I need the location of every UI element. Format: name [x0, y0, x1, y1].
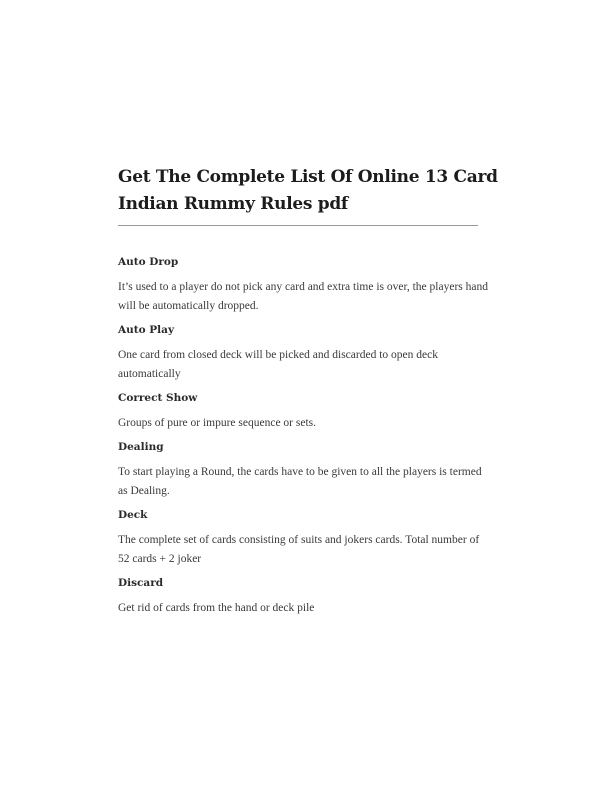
glossary-entry-discard — [118, 573, 488, 622]
document-title: Get The Complete List Of Online 13 Card Indian Rummy Rules pdf — [118, 167, 498, 214]
title-divider — [118, 225, 478, 226]
glossary-definition: It’s used to a player do not pick any card and extra time is over, the players hand will be automatically dropped. — [118, 281, 488, 312]
glossary-definition: Groups of pure or impure sequence or sets. — [118, 417, 316, 429]
glossary-entry-auto-drop — [118, 252, 488, 320]
glossary-definition: To start playing a Round, the cards have to be given to all the players is termed as Dealing. — [118, 466, 482, 497]
glossary-definition: One card from closed deck will be picked and discarded to open deck automatically — [118, 349, 438, 380]
glossary-term: Deck — [118, 509, 148, 521]
glossary-term: Auto Drop — [118, 256, 179, 268]
glossary-entry-deck — [118, 505, 488, 573]
glossary-entry-dealing — [118, 437, 488, 505]
glossary-list — [118, 252, 488, 622]
glossary-definition: Get rid of cards from the hand or deck pile — [118, 602, 315, 614]
glossary-term: Dealing — [118, 441, 164, 453]
glossary-term: Discard — [118, 577, 164, 589]
glossary-term: Auto Play — [118, 324, 175, 336]
glossary-entry-auto-play — [118, 320, 488, 388]
glossary-definition: The complete set of cards consisting of suits and jokers cards. Total number of 52 cards + 2 joker — [118, 534, 480, 565]
glossary-term: Correct Show — [118, 392, 198, 404]
glossary-entry-correct-show — [118, 388, 488, 437]
